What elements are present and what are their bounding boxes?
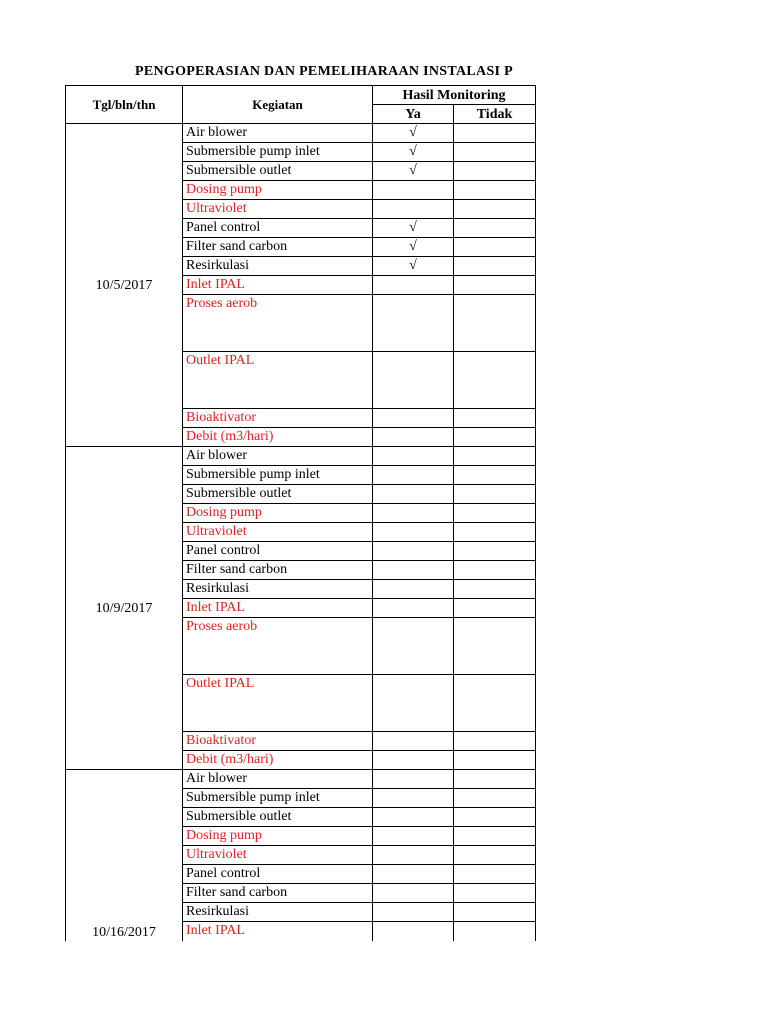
activity-cell: Panel control	[183, 219, 373, 238]
no-check-cell	[454, 143, 536, 162]
no-check-cell	[454, 181, 536, 200]
activity-cell: Debit (m3/hari)	[183, 428, 373, 447]
yes-check-cell	[373, 808, 454, 827]
no-check-cell	[454, 865, 536, 884]
yes-check-cell	[373, 352, 454, 409]
yes-check-cell	[373, 903, 454, 922]
no-check-cell	[454, 200, 536, 219]
no-check-cell	[454, 162, 536, 181]
no-check-cell	[454, 732, 536, 751]
no-column-header: Tidak	[454, 105, 536, 124]
activity-cell: Outlet IPAL	[183, 352, 373, 409]
activity-cell: Inlet IPAL	[183, 599, 373, 618]
no-check-cell	[454, 447, 536, 466]
yes-check-cell: √	[373, 143, 454, 162]
activity-cell: Ultraviolet	[183, 200, 373, 219]
table-row	[66, 770, 536, 789]
activity-cell: Submersible pump inlet	[183, 789, 373, 808]
activity-cell: Submersible pump inlet	[183, 466, 373, 485]
table-row	[66, 447, 536, 466]
no-check-cell	[454, 124, 536, 143]
yes-check-cell: √	[373, 219, 454, 238]
no-check-cell	[454, 808, 536, 827]
yes-check-cell	[373, 409, 454, 428]
activity-cell: Panel control	[183, 865, 373, 884]
no-check-cell	[454, 523, 536, 542]
activity-column-header: Kegiatan	[183, 86, 373, 124]
yes-check-cell: √	[373, 257, 454, 276]
yes-check-cell	[373, 580, 454, 599]
yes-check-cell	[373, 884, 454, 903]
activity-cell: Resirkulasi	[183, 580, 373, 599]
no-check-cell	[454, 466, 536, 485]
no-check-cell	[454, 257, 536, 276]
yes-check-cell	[373, 770, 454, 789]
yes-check-cell	[373, 789, 454, 808]
no-check-cell	[454, 751, 536, 770]
yes-check-cell	[373, 846, 454, 865]
yes-check-cell	[373, 466, 454, 485]
yes-check-cell	[373, 599, 454, 618]
yes-check-cell	[373, 504, 454, 523]
activity-cell: Ultraviolet	[183, 846, 373, 865]
yes-check-cell	[373, 523, 454, 542]
no-check-cell	[454, 846, 536, 865]
yes-check-cell: √	[373, 238, 454, 257]
yes-check-cell	[373, 447, 454, 466]
no-check-cell	[454, 770, 536, 789]
date-cell: 10/5/2017	[66, 124, 183, 447]
activity-cell: Air blower	[183, 124, 373, 143]
date-column-header: Tgl/bln/thn	[66, 86, 183, 124]
activity-cell: Inlet IPAL	[183, 922, 373, 941]
activity-cell: Filter sand carbon	[183, 238, 373, 257]
no-check-cell	[454, 219, 536, 238]
activity-cell: Air blower	[183, 770, 373, 789]
activity-cell: Dosing pump	[183, 827, 373, 846]
no-check-cell	[454, 504, 536, 523]
yes-check-cell	[373, 276, 454, 295]
activity-cell: Outlet IPAL	[183, 675, 373, 732]
yes-check-cell: √	[373, 162, 454, 181]
activity-cell: Filter sand carbon	[183, 561, 373, 580]
activity-cell: Inlet IPAL	[183, 276, 373, 295]
yes-check-cell	[373, 675, 454, 732]
date-cell: 10/16/2017	[66, 770, 183, 941]
no-check-cell	[454, 428, 536, 447]
activity-cell: Filter sand carbon	[183, 884, 373, 903]
activity-cell: Debit (m3/hari)	[183, 751, 373, 770]
activity-cell: Air blower	[183, 447, 373, 466]
yes-check-cell	[373, 618, 454, 675]
yes-check-cell: √	[373, 124, 454, 143]
yes-check-cell	[373, 181, 454, 200]
no-check-cell	[454, 485, 536, 504]
activity-cell: Submersible outlet	[183, 485, 373, 504]
no-check-cell	[454, 542, 536, 561]
yes-column-header: Ya	[373, 105, 454, 124]
document-title: PENGOPERASIAN DAN PEMELIHARAAN INSTALASI P	[135, 64, 513, 79]
yes-check-cell	[373, 561, 454, 580]
no-check-cell	[454, 561, 536, 580]
no-check-cell	[454, 903, 536, 922]
yes-check-cell	[373, 827, 454, 846]
yes-check-cell	[373, 542, 454, 561]
no-check-cell	[454, 276, 536, 295]
activity-cell: Submersible outlet	[183, 808, 373, 827]
activity-cell: Panel control	[183, 542, 373, 561]
table-row	[66, 124, 536, 143]
no-check-cell	[454, 675, 536, 732]
no-check-cell	[454, 827, 536, 846]
yes-check-cell	[373, 865, 454, 884]
monitoring-group-header: Hasil Monitoring	[373, 86, 536, 105]
date-cell: 10/9/2017	[66, 447, 183, 770]
yes-check-cell	[373, 732, 454, 751]
yes-check-cell	[373, 200, 454, 219]
no-check-cell	[454, 599, 536, 618]
activity-cell: Ultraviolet	[183, 523, 373, 542]
activity-cell: Dosing pump	[183, 504, 373, 523]
no-check-cell	[454, 295, 536, 352]
yes-check-cell	[373, 751, 454, 770]
yes-check-cell	[373, 922, 454, 941]
no-check-cell	[454, 238, 536, 257]
yes-check-cell	[373, 295, 454, 352]
monitoring-table	[65, 85, 536, 941]
no-check-cell	[454, 618, 536, 675]
yes-check-cell	[373, 428, 454, 447]
activity-cell: Proses aerob	[183, 618, 373, 675]
no-check-cell	[454, 922, 536, 941]
no-check-cell	[454, 352, 536, 409]
no-check-cell	[454, 580, 536, 599]
no-check-cell	[454, 409, 536, 428]
activity-cell: Resirkulasi	[183, 903, 373, 922]
activity-cell: Proses aerob	[183, 295, 373, 352]
activity-cell: Submersible pump inlet	[183, 143, 373, 162]
no-check-cell	[454, 884, 536, 903]
activity-cell: Dosing pump	[183, 181, 373, 200]
yes-check-cell	[373, 485, 454, 504]
no-check-cell	[454, 789, 536, 808]
activity-cell: Resirkulasi	[183, 257, 373, 276]
activity-cell: Submersible outlet	[183, 162, 373, 181]
activity-cell: Bioaktivator	[183, 409, 373, 428]
activity-cell: Bioaktivator	[183, 732, 373, 751]
